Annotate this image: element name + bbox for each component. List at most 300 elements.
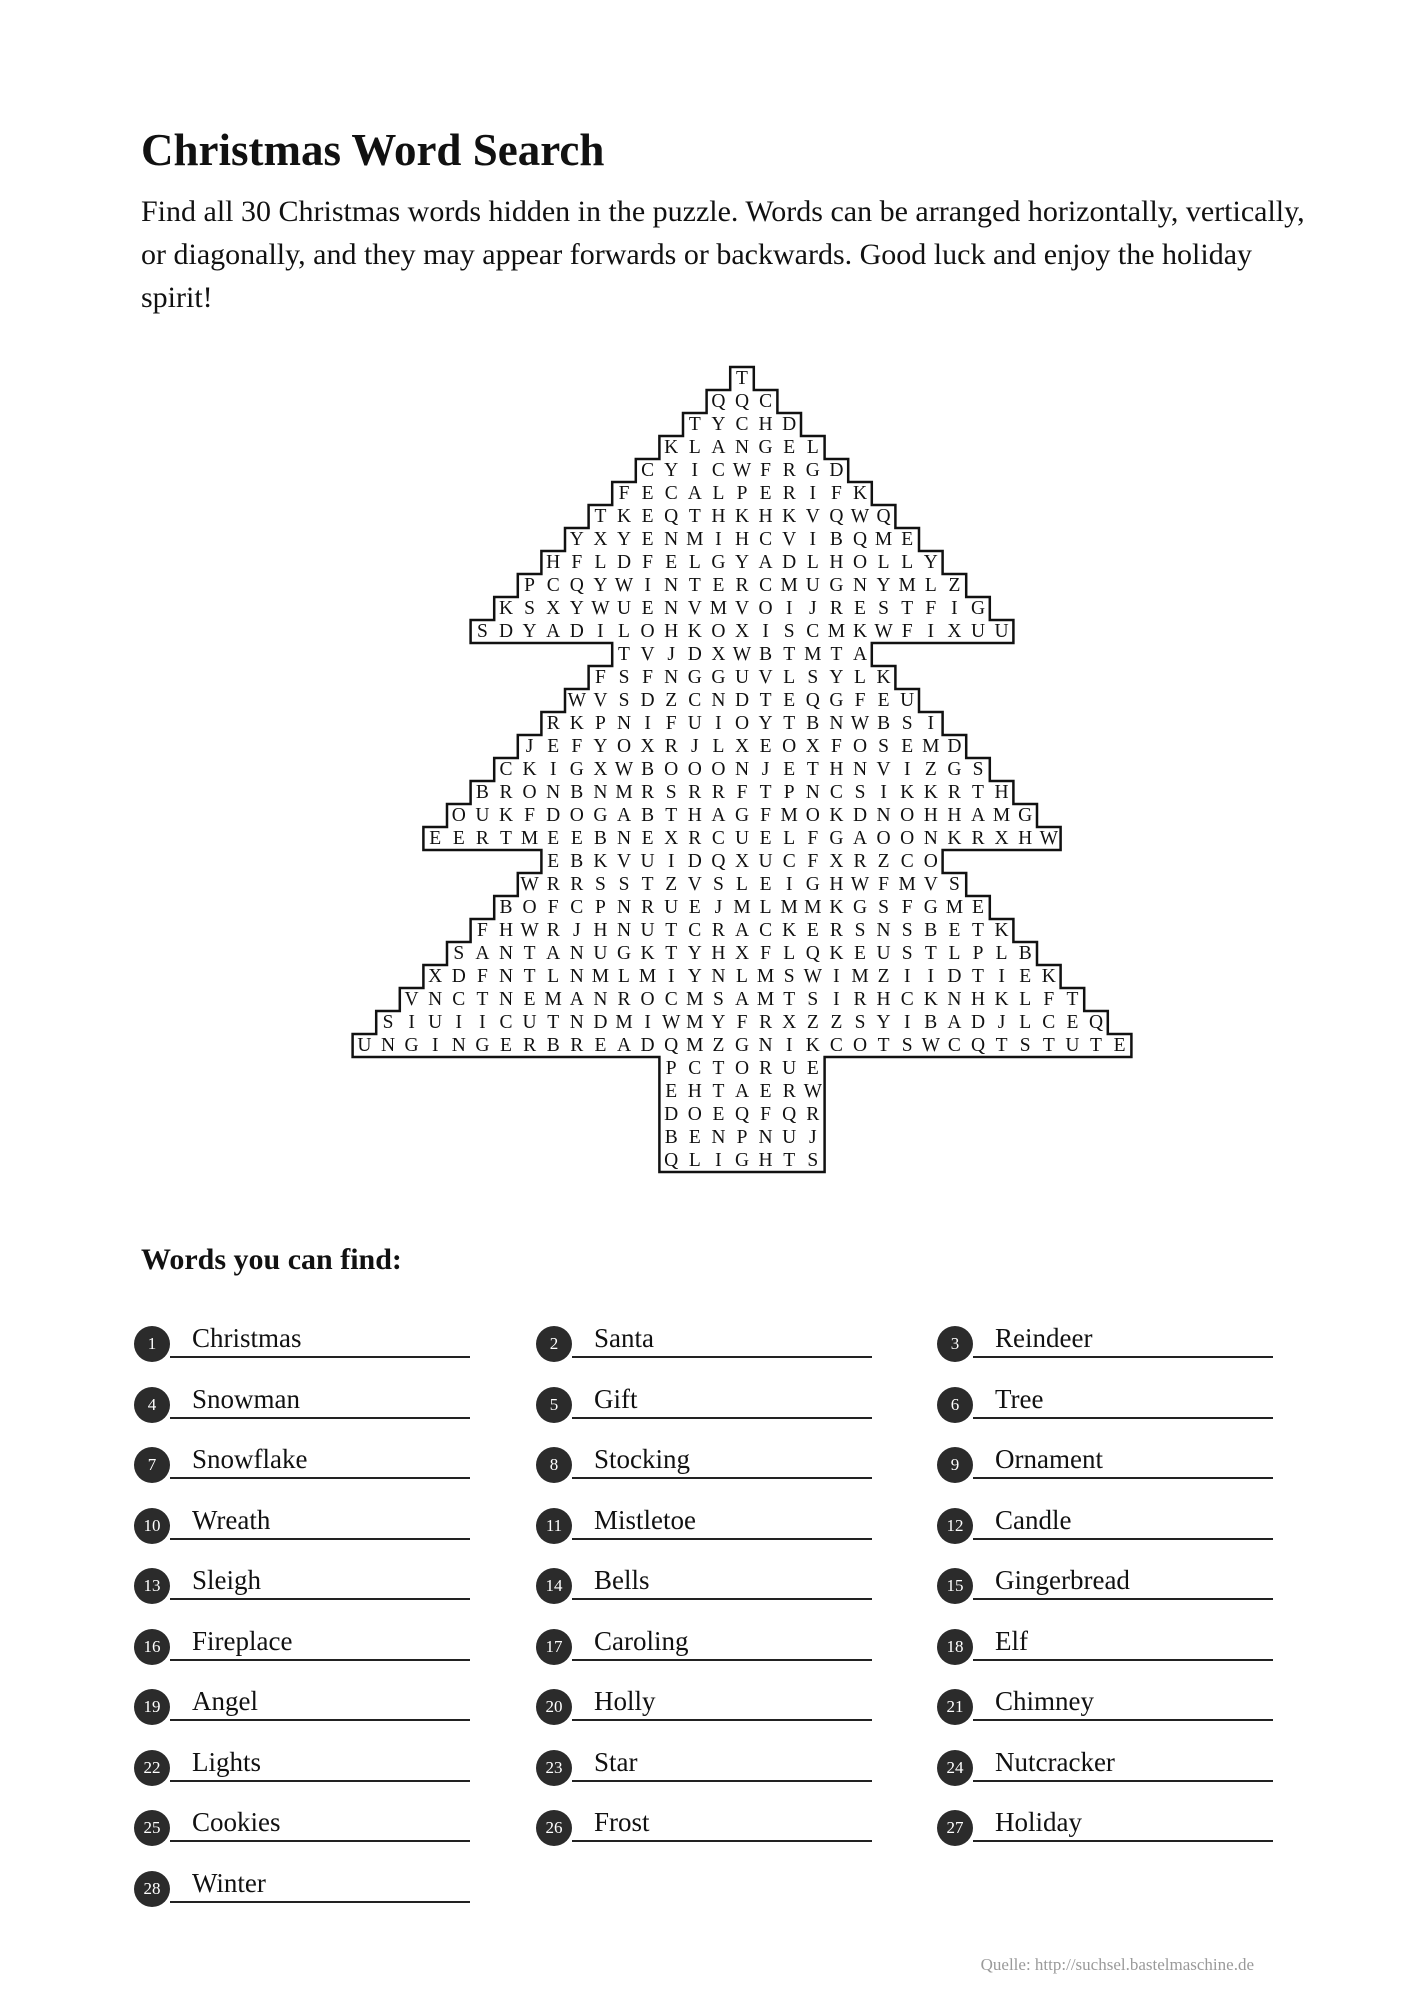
grid-letter: R: [546, 920, 560, 941]
word-list-item: [937, 1367, 1277, 1417]
grid-letter: Q: [876, 506, 891, 527]
grid-letter: S: [618, 667, 630, 688]
grid-letter: F: [760, 1104, 772, 1125]
grid-letter: W: [850, 874, 870, 895]
grid-letter: D: [852, 805, 868, 826]
word-list-item: [536, 1306, 876, 1356]
grid-letter: A: [569, 989, 584, 1010]
grid-letter: J: [691, 736, 699, 757]
grid-letter: E: [759, 483, 772, 504]
grid-letter: W: [567, 690, 587, 711]
grid-letter: T: [877, 1035, 890, 1056]
grid-letter: Y: [923, 552, 938, 573]
grid-letter: E: [523, 989, 536, 1010]
grid-letter: L: [547, 966, 560, 987]
grid-letter: H: [994, 782, 1009, 803]
word-list-item: [536, 1790, 876, 1840]
grid-letter: M: [686, 989, 704, 1010]
grid-letter: S: [878, 897, 890, 918]
grid-letter: U: [687, 713, 702, 734]
grid-letter: E: [665, 552, 678, 573]
grid-letter: M: [638, 966, 657, 987]
grid-letter: O: [640, 621, 655, 642]
grid-letter: M: [615, 782, 633, 803]
grid-letter: P: [524, 575, 536, 596]
grid-letter: C: [452, 989, 466, 1010]
grid-letter: E: [688, 897, 701, 918]
grid-letter: S: [783, 966, 795, 987]
word-number-badge: 18: [937, 1629, 973, 1665]
grid-letter: R: [570, 1035, 584, 1056]
grid-letter: Q: [664, 1150, 679, 1171]
grid-letter: V: [923, 874, 938, 895]
word-label: Caroling: [594, 1625, 689, 1656]
grid-letter: C: [570, 897, 584, 918]
grid-letter: R: [641, 897, 655, 918]
grid-letter: N: [923, 828, 938, 849]
grid-letter: R: [499, 782, 513, 803]
grid-letter: H: [829, 759, 844, 780]
grid-letter: Y: [664, 460, 679, 481]
grid-letter: C: [664, 483, 678, 504]
grid-letter: S: [712, 874, 724, 895]
grid-letter: C: [829, 782, 843, 803]
grid-letter: S: [948, 874, 960, 895]
grid-letter: G: [758, 437, 773, 458]
grid-letter: N: [451, 1035, 466, 1056]
word-number-badge: 13: [134, 1568, 170, 1604]
grid-letter: M: [992, 805, 1011, 826]
grid-letter: W: [1039, 828, 1059, 849]
grid-letter: N: [498, 943, 514, 964]
grid-letter: T: [665, 805, 678, 826]
grid-letter: T: [688, 414, 701, 435]
grid-letter: F: [571, 552, 583, 573]
word-list-item: [937, 1548, 1277, 1598]
grid-letter: Y: [616, 529, 632, 550]
grid-letter: X: [734, 851, 750, 872]
grid-letter: I: [644, 713, 651, 734]
grid-letter: W: [732, 644, 752, 665]
grid-letter: M: [686, 1012, 704, 1033]
grid-letter: E: [547, 851, 560, 872]
grid-letter: D: [640, 1035, 655, 1056]
grid-letter: O: [734, 713, 750, 734]
grid-letter: S: [453, 943, 465, 964]
grid-letter: O: [900, 805, 915, 826]
grid-letter: F: [594, 667, 606, 688]
grid-letter: E: [759, 828, 772, 849]
grid-letter: A: [734, 920, 750, 941]
grid-letter: P: [783, 782, 795, 803]
word-list-item: [134, 1609, 474, 1659]
grid-letter: U: [970, 621, 986, 642]
grid-letter: J: [525, 736, 534, 757]
grid-letter: Q: [782, 1104, 797, 1125]
grid-letter: K: [852, 483, 868, 504]
grid-letter: E: [759, 1081, 772, 1102]
grid-letter: Z: [877, 851, 890, 872]
grid-letter: M: [827, 621, 846, 642]
word-label: Winter: [192, 1867, 266, 1898]
grid-letter: N: [758, 1035, 773, 1056]
grid-letter: K: [947, 828, 962, 849]
grid-letter: N: [852, 575, 868, 596]
grid-letter: R: [546, 713, 560, 734]
grid-letter: Z: [665, 874, 678, 895]
grid-letter: F: [901, 897, 913, 918]
grid-letter: X: [664, 828, 679, 849]
word-list-item: [134, 1851, 474, 1901]
grid-letter: F: [760, 805, 772, 826]
word-list-item: [536, 1669, 876, 1719]
grid-letter: W: [874, 621, 893, 642]
grid-letter: H: [947, 805, 962, 826]
grid-letter: B: [924, 920, 938, 941]
grid-letter: Q: [734, 391, 750, 412]
grid-letter: U: [734, 667, 750, 688]
grid-letter: M: [898, 874, 916, 895]
grid-letter: L: [806, 437, 819, 458]
grid-letter: F: [665, 713, 677, 734]
grid-letter: O: [900, 828, 915, 849]
grid-letter: S: [807, 1150, 819, 1171]
grid-letter: D: [546, 805, 561, 826]
grid-letter: N: [664, 575, 679, 596]
grid-letter: T: [594, 506, 607, 527]
grid-letter: I: [785, 598, 793, 619]
grid-letter: S: [712, 989, 724, 1010]
grid-letter: D: [947, 736, 962, 757]
grid-letter: P: [972, 943, 984, 964]
grid-letter: T: [972, 782, 984, 803]
word-number-badge: 17: [536, 1629, 572, 1665]
grid-letter: E: [759, 736, 772, 757]
grid-letter: G: [923, 897, 938, 918]
grid-letter: H: [1018, 828, 1033, 849]
grid-letter: W: [850, 713, 870, 734]
grid-letter: U: [1065, 1035, 1080, 1056]
grid-letter: K: [829, 897, 844, 918]
grid-letter: O: [852, 552, 868, 573]
grid-letter: C: [782, 851, 796, 872]
grid-letter: T: [759, 782, 772, 803]
word-number-badge: 28: [134, 1871, 170, 1907]
grid-letter: G: [805, 460, 820, 481]
word-label: Holly: [594, 1686, 656, 1716]
grid-letter: G: [829, 575, 844, 596]
word-list-item: [134, 1367, 474, 1417]
grid-letter: F: [736, 782, 748, 803]
grid-letter: E: [641, 506, 654, 527]
grid-letter: Q: [970, 1035, 986, 1056]
grid-letter: T: [688, 575, 701, 596]
grid-letter: G: [734, 1150, 750, 1171]
grid-letter: T: [641, 874, 654, 895]
grid-letter: W: [520, 874, 539, 895]
grid-letter: B: [924, 1012, 938, 1033]
grid-letter: T: [736, 368, 748, 389]
grid-letter: M: [922, 736, 940, 757]
grid-letter: Y: [569, 598, 584, 619]
grid-letter: V: [687, 598, 702, 619]
grid-letter: X: [734, 736, 750, 757]
grid-letter: N: [428, 989, 443, 1010]
grid-letter: Q: [711, 391, 726, 412]
grid-letter: N: [734, 437, 750, 458]
grid-letter: F: [760, 943, 772, 964]
grid-letter: H: [664, 621, 679, 642]
grid-letter: R: [570, 874, 584, 895]
grid-letter: B: [759, 644, 773, 665]
grid-letter: N: [616, 713, 632, 734]
grid-letter: L: [783, 943, 796, 964]
grid-letter: I: [549, 759, 557, 780]
grid-letter: T: [618, 644, 630, 665]
word-list-item: [937, 1306, 1277, 1356]
grid-letter: C: [711, 460, 725, 481]
grid-letter: H: [829, 874, 844, 895]
grid-letter: T: [783, 989, 796, 1010]
grid-letter: I: [715, 1150, 722, 1171]
grid-letter: J: [667, 644, 675, 665]
grid-letter: J: [761, 759, 770, 780]
grid-letter: E: [854, 598, 866, 619]
grid-letter: A: [546, 943, 561, 964]
grid-letter: B: [570, 851, 584, 872]
word-number-badge: 9: [937, 1447, 973, 1483]
grid-letter: H: [829, 552, 844, 573]
grid-letter: R: [735, 575, 749, 596]
grid-letter: U: [876, 943, 891, 964]
grid-letter: S: [1019, 1035, 1031, 1056]
grid-letter: V: [734, 598, 750, 619]
grid-letter: Z: [830, 1012, 843, 1033]
grid-letter: A: [947, 1012, 962, 1033]
grid-letter: S: [618, 690, 630, 711]
grid-letter: T: [972, 920, 984, 941]
word-number-badge: 16: [134, 1629, 170, 1665]
grid-letter: E: [948, 920, 961, 941]
grid-letter: E: [806, 1058, 819, 1079]
grid-letter: T: [1090, 1035, 1102, 1056]
word-number-badge: 1: [134, 1326, 170, 1362]
grid-letter: T: [783, 713, 796, 734]
grid-letter: U: [593, 943, 608, 964]
grid-letter: S: [524, 598, 536, 619]
grid-letter: G: [970, 598, 986, 619]
grid-letter: X: [994, 828, 1009, 849]
grid-letter: N: [569, 966, 584, 987]
grid-letter: I: [998, 966, 1005, 987]
grid-letter: F: [854, 690, 866, 711]
grid-letter: N: [664, 598, 679, 619]
word-number-badge: 4: [134, 1387, 170, 1423]
word-number-badge: 24: [937, 1750, 973, 1786]
grid-letter: C: [759, 391, 773, 412]
grid-letter: C: [688, 1058, 702, 1079]
word-label: Gingerbread: [995, 1565, 1130, 1595]
grid-letter: A: [616, 805, 632, 826]
grid-letter: V: [876, 759, 891, 780]
instructions-text: Find all 30 Christmas words hidden in the puzzle. Words can be arranged horizontally, vertically, or diagonally, and they may appear forwards or backwards. Good luck and enjoy the holiday spirit!: [141, 195, 1305, 314]
word-number-badge: 14: [536, 1568, 572, 1604]
grid-letter: T: [500, 828, 512, 849]
grid-letter: L: [688, 552, 701, 573]
grid-letter: S: [382, 1012, 394, 1033]
word-label: Ornament: [995, 1444, 1103, 1474]
grid-letter: D: [451, 966, 466, 987]
grid-letter: N: [380, 1035, 396, 1056]
grid-letter: Z: [712, 1035, 725, 1056]
grid-letter: I: [715, 529, 722, 550]
grid-letter: V: [593, 690, 608, 711]
grid-letter: Y: [593, 575, 608, 596]
grid-letter: G: [1018, 805, 1033, 826]
grid-letter: S: [878, 736, 890, 757]
word-label: Reindeer: [995, 1323, 1093, 1353]
grid-letter: X: [546, 598, 561, 619]
grid-letter: K: [923, 989, 938, 1010]
grid-letter: R: [641, 782, 655, 803]
grid-letter: N: [593, 782, 608, 803]
grid-letter: F: [524, 805, 536, 826]
grid-letter: H: [758, 414, 773, 435]
grid-letter: K: [876, 667, 891, 688]
grid-letter: K: [805, 1035, 820, 1056]
grid-letter: K: [664, 437, 679, 458]
grid-letter: E: [570, 828, 583, 849]
grid-letter: L: [854, 667, 866, 688]
grid-letter: W: [850, 506, 870, 527]
grid-letter: U: [357, 1035, 372, 1056]
grid-letter: U: [616, 598, 632, 619]
grid-letter: E: [854, 943, 866, 964]
grid-letter: H: [687, 805, 702, 826]
grid-letter: Q: [711, 851, 726, 872]
grid-letter: R: [617, 989, 631, 1010]
grid-letter: R: [546, 874, 560, 895]
grid-letter: R: [664, 736, 678, 757]
grid-letter: M: [851, 966, 869, 987]
grid-letter: B: [877, 713, 891, 734]
grid-letter: O: [923, 851, 938, 872]
grid-letter: N: [829, 713, 844, 734]
grid-letter: O: [522, 782, 537, 803]
grid-letter: U: [782, 1127, 797, 1148]
grid-letter: N: [616, 920, 632, 941]
grid-letter: W: [661, 1012, 681, 1033]
grid-letter: M: [709, 598, 728, 619]
grid-letter: X: [734, 943, 750, 964]
grid-letter: B: [664, 1127, 678, 1148]
grid-letter: N: [593, 989, 608, 1010]
grid-letter: Q: [1088, 1012, 1104, 1033]
grid-letter: L: [594, 552, 607, 573]
grid-letter: H: [546, 552, 561, 573]
grid-letter: M: [898, 575, 916, 596]
grid-letter: F: [878, 874, 890, 895]
grid-letter: J: [809, 1127, 817, 1148]
word-list-item: [134, 1306, 474, 1356]
grid-letter: C: [499, 1012, 513, 1033]
grid-letter: M: [780, 575, 798, 596]
grid-letter: S: [854, 782, 866, 803]
grid-letter: K: [994, 920, 1009, 941]
grid-letter: F: [618, 483, 630, 504]
grid-letter: R: [853, 851, 867, 872]
grid-letter: L: [1019, 1012, 1032, 1033]
grid-letter: Z: [877, 966, 890, 987]
grid-letter: T: [759, 690, 772, 711]
grid-letter: F: [760, 460, 772, 481]
grid-letter: O: [782, 736, 797, 757]
grid-letter: B: [641, 805, 655, 826]
grid-letter: W: [614, 759, 634, 780]
grid-letter: E: [806, 920, 819, 941]
grid-letter: Q: [805, 690, 820, 711]
grid-letter: T: [712, 1058, 725, 1079]
grid-letter: N: [947, 989, 962, 1010]
grid-letter: S: [972, 759, 984, 780]
word-label: Elf: [995, 1625, 1028, 1656]
grid-letter: I: [927, 966, 935, 987]
grid-letter: C: [688, 690, 702, 711]
word-label: Holiday: [995, 1807, 1082, 1837]
grid-letter: F: [901, 621, 913, 642]
grid-letter: N: [546, 782, 561, 803]
grid-letter: O: [616, 736, 632, 757]
grid-letter: H: [758, 506, 773, 527]
grid-letter: K: [687, 621, 702, 642]
word-label: Santa: [594, 1323, 654, 1353]
grid-letter: F: [642, 552, 654, 573]
word-list-item: [536, 1609, 876, 1659]
grid-letter: H: [498, 920, 514, 941]
grid-letter: N: [876, 805, 891, 826]
grid-letter: A: [852, 644, 868, 665]
grid-letter: E: [641, 483, 654, 504]
grid-letter: E: [594, 1035, 607, 1056]
grid-letter: D: [640, 690, 655, 711]
grid-letter: O: [852, 736, 868, 757]
grid-letter: M: [780, 897, 798, 918]
word-number-badge: 15: [937, 1568, 973, 1604]
grid-letter: N: [569, 1012, 584, 1033]
word-list-item: [134, 1669, 474, 1719]
grid-letter: L: [948, 943, 961, 964]
grid-letter: F: [571, 736, 583, 757]
grid-letter: E: [665, 1081, 678, 1102]
grid-letter: K: [829, 805, 844, 826]
grid-letter: J: [809, 598, 817, 619]
word-number-badge: 8: [536, 1447, 572, 1483]
word-number-badge: 25: [134, 1810, 170, 1846]
grid-letter: C: [806, 621, 820, 642]
grid-letter: R: [782, 460, 796, 481]
grid-letter: T: [523, 966, 536, 987]
grid-letter: I: [431, 1035, 439, 1056]
grid-letter: F: [807, 828, 819, 849]
grid-letter: E: [641, 598, 654, 619]
grid-letter: Q: [664, 1035, 679, 1056]
grid-letter: S: [901, 943, 913, 964]
grid-letter: N: [711, 690, 726, 711]
grid-letter: O: [569, 805, 584, 826]
grid-letter: O: [734, 1058, 750, 1079]
grid-letter: T: [665, 943, 678, 964]
grid-letter: T: [783, 644, 796, 665]
